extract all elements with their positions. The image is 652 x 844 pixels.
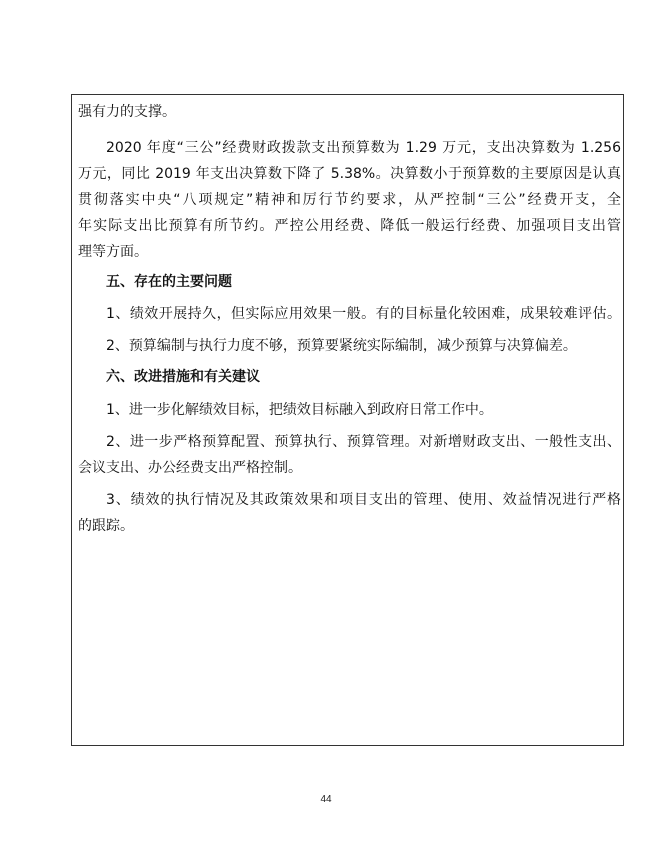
text-line: 1、进一步化解绩效目标，把绩效目标融入到政府日常工作中。 <box>106 402 493 418</box>
text-line: 万元，同比 2019 年支出决算数下降了 5.38%。决算数小于预算数的主要原因是认真 <box>78 166 621 182</box>
page-number: 44 <box>320 794 332 805</box>
text-line: 会议支出、办公经费支出严格控制。 <box>78 460 302 476</box>
text-line: 理等方面。 <box>78 244 148 260</box>
text-line: 贯彻落实中央“八项规定”精神和厉行节约要求，从严控制“三公”经费开支，全 <box>78 192 621 208</box>
text-line: 的跟踪。 <box>78 518 134 534</box>
section-heading-5: 五、存在的主要问题 <box>106 274 232 290</box>
text-line: 年实际支出比预算有所节约。严控公用经费、降低一般运行经费、加强项目支出管 <box>78 218 621 234</box>
text-line: 2、进一步严格预算配置、预算执行、预算管理。对新增财政支出、一般性支出、 <box>106 434 621 450</box>
text-line: 强有力的支撑。 <box>78 104 176 120</box>
text-line: 3、绩效的执行情况及其政策效果和项目支出的管理、使用、效益情况进行严格 <box>106 492 621 508</box>
text-line: 1、绩效开展持久，但实际应用效果一般。有的目标量化较困难，成果较难评估。 <box>106 306 621 322</box>
section-heading-6: 六、改进措施和有关建议 <box>106 369 260 385</box>
text-line: 2020 年度“三公”经费财政拨款支出预算数为 1.29 万元，支出决算数为 1.256 <box>106 140 621 156</box>
document-body <box>78 103 621 535</box>
text-line: 2、预算编制与执行力度不够，预算要紧统实际编制，减少预算与决算偏差。 <box>106 338 577 354</box>
